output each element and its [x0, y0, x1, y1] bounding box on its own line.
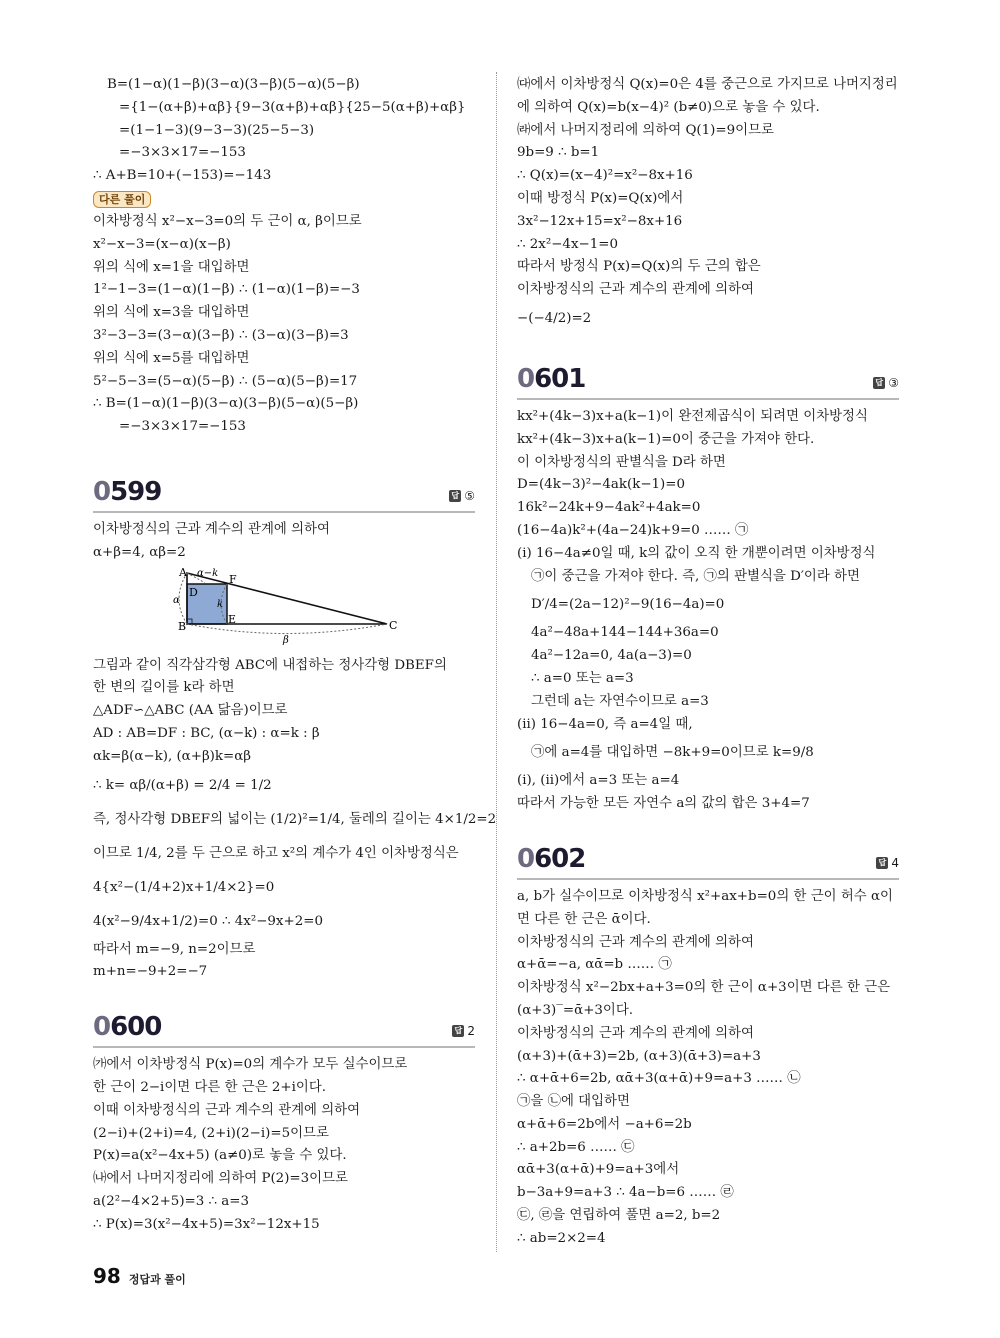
answer-badge: 답 2 — [452, 1024, 475, 1038]
solution-line: 이차방정식 x²−2bx+a+3=0의 한 근이 α+3이면 다른 한 근은 — [517, 980, 891, 996]
solution-line: αk=β(α−k), (α+β)k=αβ — [93, 748, 252, 764]
solution-line: kx²+(4k−3)x+a(k−1)=0이 중근을 가져야 한다. — [517, 431, 815, 447]
triangle-figure — [165, 567, 475, 651]
solution-line: 따라서 m=−9, n=2이므로 — [93, 941, 256, 957]
solution-line: D′/4=(2a−12)²−9(16−4a)=0 — [531, 597, 725, 613]
solution-line: 1²−1−3=(1−α)(1−β) ∴ (1−α)(1−β)=−3 — [93, 282, 360, 298]
solution-line: 3x²−12x+15=x²−8x+16 — [517, 213, 683, 229]
solution-line: (ii) 16−4a=0, 즉 a=4일 때, — [517, 716, 693, 732]
solution-line: ∴ 2x²−4x−1=0 — [517, 236, 618, 252]
solution-line: kx²+(4k−3)x+a(k−1)이 완전제곱식이 되려면 이차방정식 — [517, 408, 868, 424]
solution-line: 이때 방정식 P(x)=Q(x)에서 — [517, 190, 684, 206]
solution-line: m+n=−9+2=−7 — [93, 964, 208, 980]
svg-text:D: D — [189, 585, 198, 599]
svg-text:B: B — [178, 619, 187, 633]
solution-line: =(1−1−3)(9−3−3)(25−5−3) — [119, 122, 315, 138]
solution-line: a(2²−4×2+5)=3 ∴ a=3 — [93, 1193, 250, 1209]
solution-line: 이 이차방정식의 판별식을 D라 하면 — [517, 454, 726, 470]
problem-number: 0602 — [517, 843, 586, 874]
solution-line: 이차방정식의 근과 계수의 관계에 의하여 — [517, 934, 754, 950]
solution-line: 4a²−48a+144−144+36a=0 — [531, 625, 719, 641]
solution-line: =−3×3×17=−153 — [119, 419, 246, 435]
problem-header — [517, 364, 899, 400]
alt-solution-badge: 다른 풀이 — [93, 191, 151, 208]
problem-number: 0600 — [93, 1012, 162, 1043]
right-column — [517, 74, 899, 1251]
solution-line: AD : AB=DF : BC, (α−k) : α=k : β — [93, 725, 320, 741]
problem-0600 — [93, 1012, 475, 1236]
svg-text:α−k: α−k — [197, 567, 219, 579]
problem-0599 — [93, 476, 497, 984]
solution-line: ∴ k= αβ/(α+β) = 2/4 = 1/2 — [93, 777, 272, 793]
solution-line: 이차방정식 x²−x−3=0의 두 근이 α, β이므로 — [93, 213, 362, 229]
answer-badge: 답 ⑤ — [449, 489, 475, 503]
problem-header — [517, 844, 899, 880]
solution-line: αᾱ+3(α+ᾱ)+9=a+3에서 — [517, 1162, 680, 1178]
alternative-solution — [93, 188, 475, 439]
solution-line: b−3a+9=a+3 ∴ 4a−b=6 …… ㉣ — [517, 1185, 734, 1201]
column-divider — [496, 72, 497, 1252]
problem-header — [93, 477, 475, 513]
problem-header — [93, 1012, 475, 1048]
solution-line: (α+3)‾=ᾱ+3이다. — [517, 1002, 634, 1018]
solution-line: 위의 식에 x=3을 대입하면 — [93, 305, 250, 321]
problem-number: 0601 — [517, 363, 586, 394]
problem-0602 — [517, 844, 899, 1251]
problem-0601 — [517, 364, 899, 816]
solution-line: (i) 16−4a≠0일 때, k의 값이 오직 한 개뿐이려면 이차방정식 — [517, 545, 876, 561]
solution-line: ㉠을 ㉡에 대입하면 — [517, 1094, 630, 1110]
solution-line: 그런데 a는 자연수이므로 a=3 — [531, 693, 709, 709]
solution-line: B=(1−α)(1−β)(3−α)(3−β)(5−α)(5−β) — [107, 77, 360, 92]
solution-line: 그림과 같이 직각삼각형 ABC에 내접하는 정사각형 DBEF의 — [93, 657, 447, 673]
solution-line: a, b가 실수이므로 이차방정식 x²+ax+b=0의 한 근이 허수 α이 — [517, 888, 893, 904]
solution-line: 이차방정식의 근과 계수의 관계에 의하여 — [93, 521, 330, 537]
svg-text:F: F — [229, 572, 237, 586]
svg-text:k: k — [217, 598, 224, 610]
answer-icon: 답 — [873, 377, 885, 389]
answer-badge: 답 ③ — [873, 376, 899, 390]
solution-line: 4{x²−(1/4+2)x+1/4×2}=0 — [93, 879, 275, 895]
solution-line: ㉢, ㉣을 연립하여 풀면 a=2, b=2 — [517, 1208, 721, 1224]
solution-line: (2−i)+(2+i)=4, (2+i)(2−i)=5이므로 — [93, 1125, 329, 1141]
solution-line: 이차방정식의 근과 계수의 관계에 의하여 — [517, 1025, 754, 1041]
solution-line: 즉, 정사각형 DBEF의 넓이는 (1/2)²=1/4, 둘레의 길이는 4×1/2=2 — [93, 811, 497, 827]
solution-line: ∴ B=(1−α)(1−β)(3−α)(3−β)(5−α)(5−β) — [93, 396, 359, 412]
left-column — [93, 74, 497, 1237]
solution-line: 면 다른 한 근은 ᾱ이다. — [517, 911, 651, 927]
solution-line: 이차방정식의 근과 계수의 관계에 의하여 — [517, 282, 754, 298]
solution-line: ㈐에서 이차방정식 Q(x)=0은 4를 중근으로 가지므로 나머지정리 — [517, 77, 898, 92]
solution-line: ∴ Q(x)=(x−4)²=x²−8x+16 — [517, 168, 693, 184]
solution-line: ㉠이 중근을 가져야 한다. 즉, ㉠의 판별식을 D′이라 하면 — [531, 568, 860, 584]
solution-line: 이때 이차방정식의 근과 계수의 관계에 의하여 — [93, 1102, 361, 1118]
solution-line: 한 근이 2−i이면 다른 한 근은 2+i이다. — [93, 1079, 327, 1095]
answer-icon: 답 — [449, 490, 461, 502]
answer-icon: 답 — [876, 857, 888, 869]
answer-icon: 답 — [452, 1025, 464, 1037]
solution-line: ∴ α+ᾱ+6=2b, αᾱ+3(α+ᾱ)+9=a+3 …… ㉡ — [517, 1071, 801, 1087]
solution-line: 따라서 방정식 P(x)=Q(x)의 두 근의 합은 — [517, 259, 761, 275]
solution-line: D=(4k−3)²−4ak(k−1)=0 — [517, 477, 686, 493]
solution-line: ∴ A+B=10+(−153)=−143 — [93, 168, 272, 184]
svg-text:C: C — [389, 618, 398, 632]
continued-solution — [93, 74, 475, 188]
answer-badge: 답 4 — [876, 856, 899, 870]
solution-line: ㉠에 a=4를 대입하면 −8k+9=0이므로 k=9/8 — [531, 745, 814, 761]
solution-line: 위의 식에 x=5를 대입하면 — [93, 350, 250, 366]
solution-line: α+ᾱ=−a, αᾱ=b …… ㉠ — [517, 957, 672, 973]
solution-line: 4(x²−9/4x+1/2)=0 ∴ 4x²−9x+2=0 — [93, 913, 323, 929]
solution-line: ∴ a=0 또는 a=3 — [531, 670, 634, 686]
solution-line: 4a²−12a=0, 4a(a−3)=0 — [531, 648, 692, 664]
svg-text:α: α — [173, 594, 180, 606]
solution-line: △ADF∽△ABC (AA 닮음)이므로 — [93, 703, 288, 719]
solution-line: x²−x−3=(x−α)(x−β) — [93, 236, 231, 252]
svg-text:β: β — [283, 634, 289, 646]
svg-text:A: A — [179, 566, 187, 579]
solution-line: 따라서 가능한 모든 자연수 a의 값의 합은 3+4=7 — [517, 796, 810, 812]
svg-text:E: E — [228, 612, 237, 626]
page-number: 98 — [93, 1264, 121, 1288]
page-footer — [93, 1264, 186, 1288]
solution-line: ={1−(α+β)+αβ}{9−3(α+β)+αβ}{25−5(α+β)+αβ} — [119, 99, 466, 115]
solution-line: ㈎에서 이차방정식 P(x)=0의 계수가 모두 실수이므로 — [93, 1057, 408, 1073]
problem-number: 0599 — [93, 476, 162, 507]
solution-line: ㈑에서 나머지정리에 의하여 Q(1)=9이므로 — [517, 122, 774, 138]
solution-line: 16k²−24k+9−4ak²+4ak=0 — [517, 500, 701, 516]
solution-line: 에 의하여 Q(x)=b(x−4)² (b≠0)으로 놓을 수 있다. — [517, 99, 820, 115]
solution-line: (α+3)+(ᾱ+3)=2b, (α+3)(ᾱ+3)=a+3 — [517, 1048, 761, 1064]
solution-line: −(−4/2)=2 — [517, 310, 592, 326]
solution-line: 한 변의 길이를 k라 하면 — [93, 680, 235, 696]
solution-line: 3²−3−3=(3−α)(3−β) ∴ (3−α)(3−β)=3 — [93, 327, 349, 343]
solution-line: P(x)=a(x²−4x+5) (a≠0)로 놓을 수 있다. — [93, 1148, 347, 1164]
solution-line: 이므로 1/4, 2를 두 근으로 하고 x²의 계수가 4인 이차방정식은 — [93, 845, 459, 861]
right-triangle-diagram — [165, 567, 405, 647]
solution-line: 5²−5−3=(5−α)(5−β) ∴ (5−α)(5−β)=17 — [93, 373, 358, 389]
solution-line: (16−4a)k²+(4a−24)k+9=0 …… ㉠ — [517, 522, 749, 538]
solution-line: =−3×3×17=−153 — [119, 145, 246, 161]
solution-line: ㈏에서 나머지정리에 의하여 P(2)=3이므로 — [93, 1171, 348, 1187]
solution-line: ∴ a+2b=6 …… ㉢ — [517, 1139, 635, 1155]
solution-line: α+β=4, αβ=2 — [93, 544, 186, 560]
solution-line: 위의 식에 x=1을 대입하면 — [93, 259, 250, 275]
solution-line: α+ᾱ+6=2b에서 −a+6=2b — [517, 1116, 692, 1132]
solution-line: (i), (ii)에서 a=3 또는 a=4 — [517, 773, 680, 789]
continued-solution-0600 — [517, 74, 899, 336]
solution-line: 9b=9 ∴ b=1 — [517, 145, 600, 161]
solution-line: ∴ ab=2×2=4 — [517, 1230, 606, 1246]
footer-label: 정답과 풀이 — [128, 1273, 186, 1286]
solution-line: ∴ P(x)=3(x²−4x+5)=3x²−12x+15 — [93, 1216, 320, 1232]
